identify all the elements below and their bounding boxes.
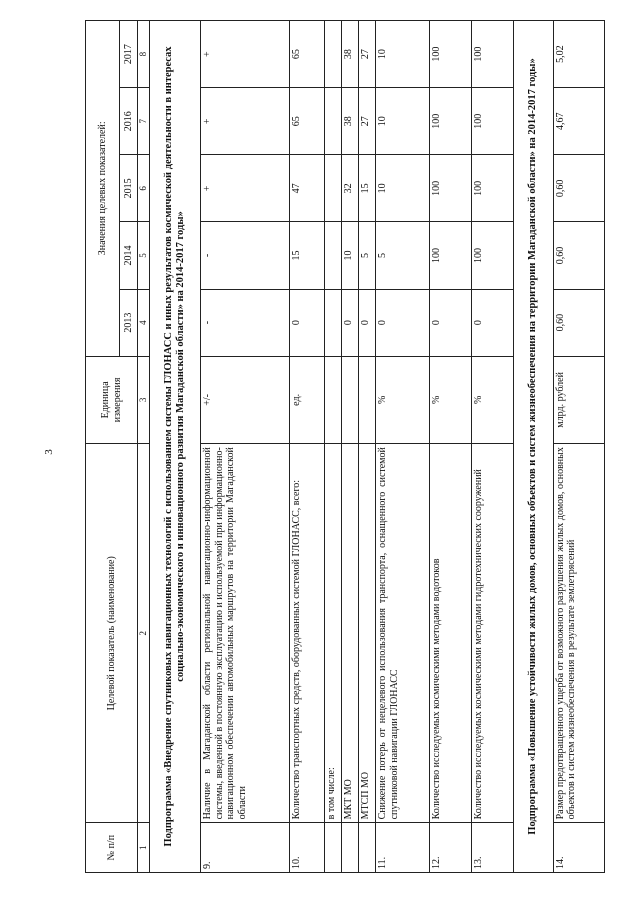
column-number: 2 [138,444,150,823]
value-cell: 0 [376,289,430,356]
value-cell [325,21,342,88]
header-year: 2013 [120,289,138,356]
table-row [325,21,342,873]
indicator-name: Количество исследуемых космическими методами гидротехнических сооружений [471,444,513,823]
value-cell [325,222,342,289]
value-cell: 10 [376,155,430,222]
unit-cell: ед. [290,356,325,444]
value-cell: 5 [359,222,376,289]
value-cell: 38 [342,88,359,155]
header-year: 2015 [120,155,138,222]
unit-cell: % [376,356,430,444]
column-number: 5 [138,222,150,289]
value-cell: 38 [342,21,359,88]
indicator-name: в том числе: [325,444,342,823]
unit-cell [325,356,342,444]
column-number: 3 [138,356,150,444]
row-number: 13. [471,823,513,873]
value-cell: - [201,222,290,289]
value-cell: 100 [429,155,471,222]
column-number: 1 [138,823,150,873]
column-number: 6 [138,155,150,222]
table-row [471,21,513,873]
row-number: 10. [290,823,325,873]
row-number: 12. [429,823,471,873]
value-cell: 0 [471,289,513,356]
value-cell [325,155,342,222]
value-cell: 100 [429,88,471,155]
value-cell: 0,60 [553,289,604,356]
unit-cell [359,356,376,444]
value-cell: 10 [376,88,430,155]
indicator-table [85,20,605,873]
header-values-group: Значения целевых показателей: [86,21,120,357]
row-number [359,823,376,873]
unit-cell: млрд. рублей [553,356,604,444]
table-row [359,21,376,873]
row-number [342,823,359,873]
header-indicator: Целевой показатель (наименование) [86,444,138,823]
indicator-name: Количество исследуемых космическими методами водотоков [429,444,471,823]
indicator-name: Наличие в Магаданской области региональной навигационно-информационной системы, введенной в постоянную эксплуатацию и используемой при информационно-навигационном обеспечении автомобильных маршрутов на территории Магаданской области [201,444,290,823]
column-number: 4 [138,289,150,356]
indicator-name: МКТ МО [342,444,359,823]
unit-cell [342,356,359,444]
value-cell: 10 [376,21,430,88]
table-row [290,21,325,873]
indicator-name: Снижение потерь от нецелевого использования транспорта, оснащенного системой спутниковой навигации ГЛОНАСС [376,444,430,823]
column-number: 8 [138,21,150,88]
header-unit: Единица измерения [86,356,138,444]
header-year: 2016 [120,88,138,155]
value-cell [325,88,342,155]
indicator-name: МТСП МО [359,444,376,823]
value-cell: 100 [471,88,513,155]
value-cell: 0 [429,289,471,356]
unit-cell: % [429,356,471,444]
value-cell: 65 [290,88,325,155]
table-row [201,21,290,873]
header-num: № п/п [86,823,138,873]
table-row [376,21,430,873]
value-cell [325,289,342,356]
value-cell: 15 [290,222,325,289]
indicator-name: Количество транспортных средств, оборудованных системой ГЛОНАСС, всего: [290,444,325,823]
value-cell: 0,60 [553,155,604,222]
value-cell: 0,60 [553,222,604,289]
value-cell: - [201,289,290,356]
value-cell: 27 [359,88,376,155]
value-cell: 5,02 [553,21,604,88]
value-cell: + [201,88,290,155]
column-number: 7 [138,88,150,155]
value-cell: 5 [376,222,430,289]
value-cell: 47 [290,155,325,222]
indicator-name: Размер предотвращенного ущерба от возможного разрушения жилых домов, основных объектов и систем жизнеобеспечения в результате землетрясений [553,444,604,823]
value-cell: 65 [290,21,325,88]
table-row [342,21,359,873]
value-cell: 0 [359,289,376,356]
row-number: 14. [553,823,604,873]
header-year: 2017 [120,21,138,88]
value-cell: 0 [342,289,359,356]
value-cell: 15 [359,155,376,222]
value-cell: + [201,155,290,222]
table-row [553,21,604,873]
value-cell: 27 [359,21,376,88]
value-cell: 0 [290,289,325,356]
row-number [325,823,342,873]
unit-cell: +/- [201,356,290,444]
value-cell: 100 [429,21,471,88]
value-cell: 100 [471,222,513,289]
value-cell: 100 [471,155,513,222]
value-cell: 100 [429,222,471,289]
unit-cell: % [471,356,513,444]
value-cell: 4,67 [553,88,604,155]
row-number: 11. [376,823,430,873]
value-cell: 10 [342,222,359,289]
value-cell: 100 [471,21,513,88]
value-cell: + [201,21,290,88]
header-year: 2014 [120,222,138,289]
table-row [429,21,471,873]
row-number: 9. [201,823,290,873]
value-cell: 32 [342,155,359,222]
indicator-table-sheet [85,20,605,873]
subprogram-heading: Подпрограмма «Внедрение спутниковых навигационных технологий с использованием системы ГЛОНАСС и иных результатов космической деятельности в интересах социально-экономического и инновационного развития Магаданской области» на 2014-2017 годы» [150,21,201,873]
subprogram-heading: Подпрограмма «Повышение устойчивости жилых домов, основных объектов и систем жизнеобеспечения на территории Магаданской области» на 2014-2017 годы» [513,21,553,873]
page-number: 3 [42,449,55,455]
